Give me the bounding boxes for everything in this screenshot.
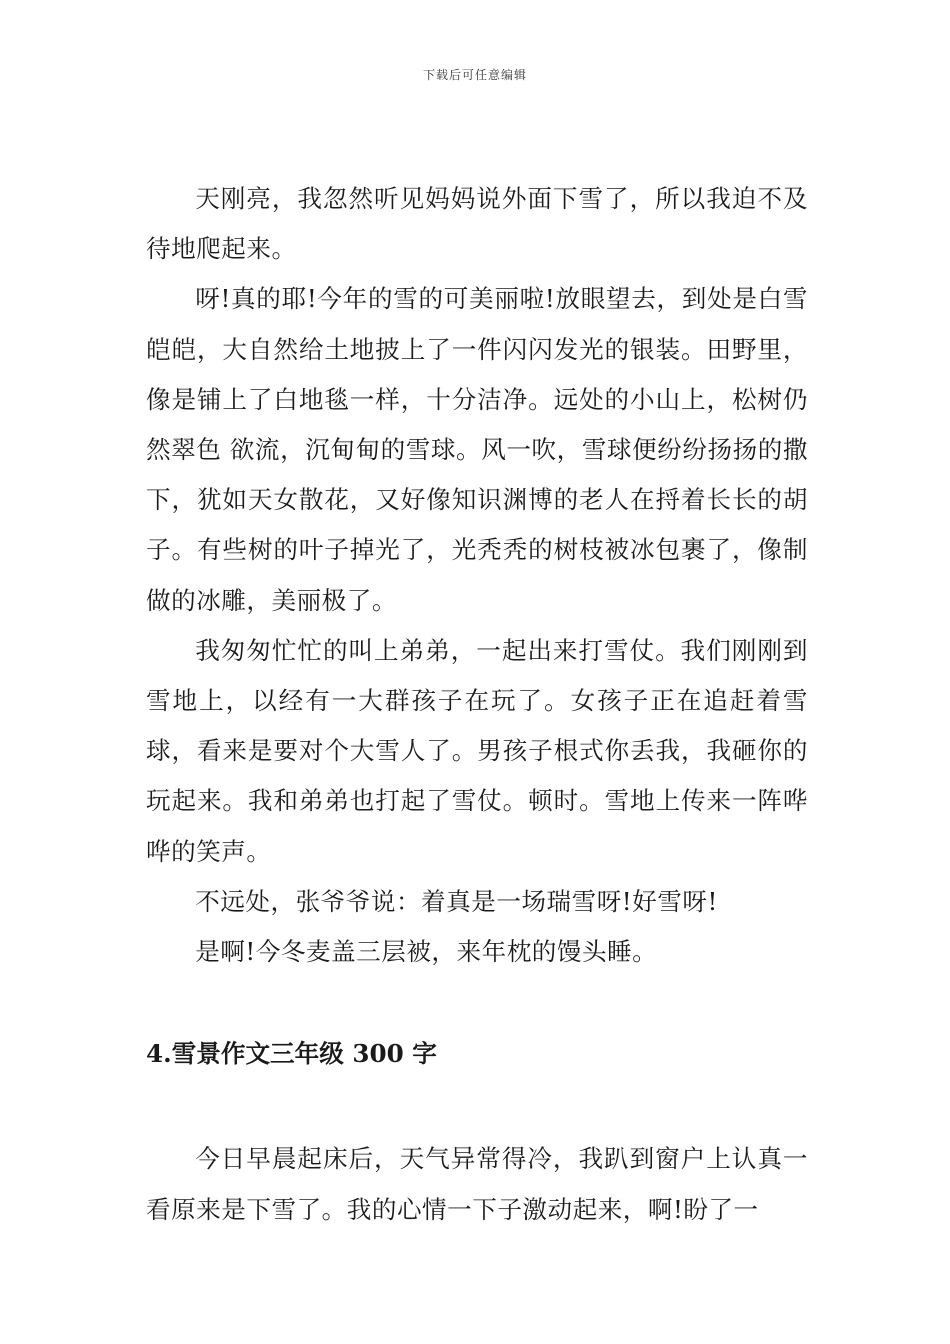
paragraph-2: 呀!真的耶!今年的雪的可美丽啦!放眼望去，到处是白雪皑皑，大自然给土地披上了一件闪闪发光的银装。田野里，像是铺上了白地毯一样，十分洁净。远处的小山上，松树仍然翠色 欲流，沉甸甸的雪球。风一吹，雪球便纷纷扬扬的撒下，犹如天女散花，又好像知识渊博的老人在捋着长长的胡子。有些树的叶子掉光了，光秃秃的树枝被冰包裹了，像制做的冰雕，美丽极了。 bbox=[146, 284, 808, 615]
paragraph-3: 我匆匆忙忙的叫上弟弟，一起出来打雪仗。我们刚刚到雪地上，以经有一大群孩子在玩了。女孩子正在追赶着雪球，看来是要对个大雪人了。男孩子根式你丢我，我砸你的玩起来。我和弟弟也打起了雪仗。顿时。雪地上传来一阵哗哗的笑声。 bbox=[146, 635, 808, 866]
section-paragraph-1: 今日早晨起床后，天气异常得冷，我趴到窗户上认真一看原来是下雪了。我的心情一下子激动起来，啊!盼了一 bbox=[146, 1144, 808, 1224]
paragraph-1: 天刚亮，我忽然听见妈妈说外面下雪了，所以我迫不及待地爬起来。 bbox=[146, 184, 808, 264]
spacer bbox=[146, 977, 808, 1029]
spacer bbox=[146, 1079, 808, 1134]
document-body bbox=[146, 174, 808, 1235]
page-header: 下载后可任意编辑 bbox=[422, 68, 527, 82]
section-heading: 4.雪景作文三年级 300 字 bbox=[146, 1039, 437, 1069]
paragraph-4: 不远处，张爷爷说：着真是一场瑞雪呀!好雪呀! bbox=[195, 886, 718, 916]
paragraph-5: 是啊!今冬麦盖三层被，来年枕的馒头睡。 bbox=[195, 937, 658, 967]
